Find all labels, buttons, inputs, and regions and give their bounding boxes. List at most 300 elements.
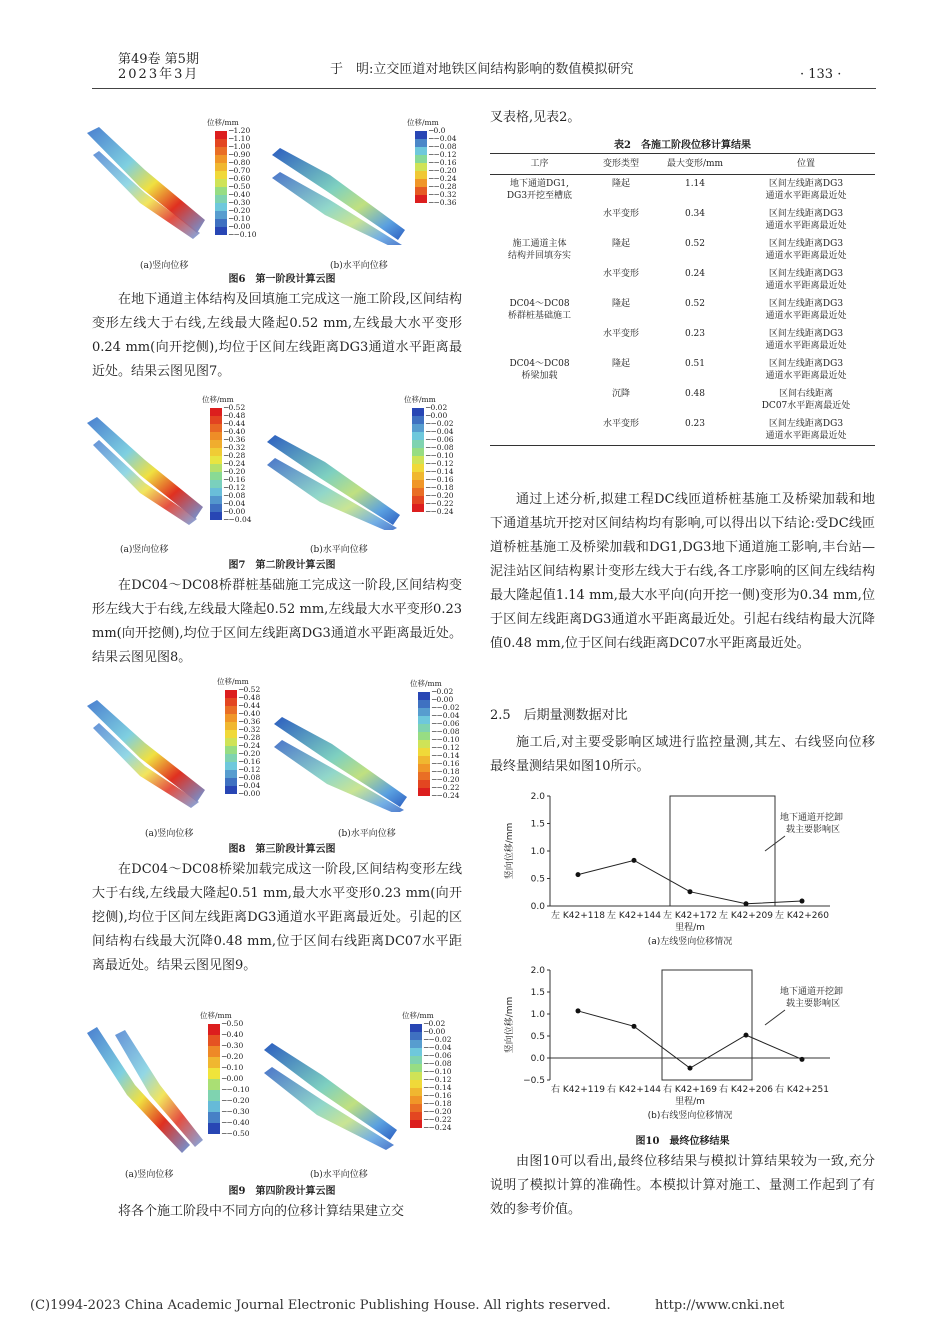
scale-swatch	[415, 131, 427, 139]
scale-label: ─0.08	[224, 491, 246, 500]
scale-label: ─−0.08	[429, 142, 457, 151]
scale-label: ─0.02	[432, 687, 454, 696]
scale-swatch	[412, 496, 424, 504]
table-cell: 0.24	[684, 269, 706, 279]
color-swatches	[225, 690, 237, 794]
table-cell	[490, 265, 589, 295]
scale-label: ─−0.16	[424, 1091, 452, 1100]
scale-label: ─−0.06	[426, 435, 454, 444]
fig9-subcap-a: (a)竖向位移	[125, 1170, 174, 1180]
scale-swatch	[225, 714, 237, 722]
scale-label: ─−0.10	[424, 1067, 452, 1076]
scale-label: ─−0.16	[429, 158, 457, 167]
table-cell: 隆起	[611, 359, 630, 369]
scale-swatch	[210, 416, 222, 424]
paragraph: 在地下通道主体结构及回填施工完成这一施工阶段,区间结构变形左线大于右线,左线最大隆起0.52 mm,左线最大水平变形0.24 mm(向开挖侧),均位于区间左线距离DG3通道水平距离最近处。结果云图见图7。	[92, 292, 462, 379]
table2	[490, 153, 875, 446]
cnki-url[interactable]: http://www.cnki.net	[655, 1298, 785, 1313]
x-tick-label: 左 K42+260	[775, 911, 829, 921]
scale-title: 位移/mm	[202, 395, 234, 404]
right-paragraph-final	[490, 1150, 875, 1222]
scale-swatch	[225, 786, 237, 794]
y-tick-label: 0.0	[530, 1054, 545, 1064]
scale-swatch	[210, 440, 222, 448]
y-tick-label: 0.0	[530, 902, 545, 912]
scale-label: ─0.60	[229, 174, 251, 183]
table-cell: DC04～DC08 桥梁加载	[509, 359, 570, 381]
fig7-horizontal-contour	[265, 420, 405, 530]
scale-swatch	[410, 1072, 422, 1080]
scale-label: ─−0.04	[424, 1043, 452, 1052]
scale-labels	[229, 127, 257, 239]
fig8-scale-a	[217, 677, 261, 798]
scale-swatch	[210, 496, 222, 504]
series-line	[578, 1011, 802, 1068]
scale-label: ─0.00	[222, 1074, 244, 1083]
scale-label: ─0.00	[424, 1027, 446, 1036]
scale-swatch	[208, 1046, 220, 1057]
scale-label: ─1.00	[229, 142, 251, 151]
table-header: 位置	[796, 159, 815, 169]
scale-label: ─−0.04	[432, 711, 460, 720]
scale-swatch	[418, 724, 430, 732]
scale-label: ─−0.10	[229, 230, 257, 239]
table-cell: 区间左线距离DG3 通道水平距离最近处	[765, 359, 847, 381]
scale-swatch	[208, 1123, 220, 1134]
table-row	[490, 385, 875, 415]
scale-swatch	[208, 1035, 220, 1046]
table-cell: 0.52	[684, 299, 706, 309]
table-cell: 0.23	[684, 419, 706, 429]
paragraph: 叉表格,见表2。	[490, 110, 581, 125]
scale-swatch	[410, 1032, 422, 1040]
fig9-caption: 图9 第四阶段计算云图	[228, 1186, 336, 1197]
scale-swatch	[412, 408, 424, 416]
scale-swatch	[412, 480, 424, 488]
scale-label: ─−0.12	[426, 459, 454, 468]
scale-swatch	[225, 746, 237, 754]
scale-swatch	[412, 432, 424, 440]
scale-swatch	[412, 488, 424, 496]
scale-swatch	[210, 424, 222, 432]
table-cell: 区间左线距离DG3 通道水平距离最近处	[765, 269, 847, 291]
scale-label: ─−0.30	[222, 1107, 250, 1116]
scale-label: ─1.20	[229, 126, 251, 135]
table-row	[490, 415, 875, 446]
scale-swatch	[215, 219, 227, 227]
fig7-subcap-b: (b)水平向位移	[310, 545, 368, 555]
scale-label: ─0.00	[224, 507, 246, 516]
scale-label: ─0.00	[229, 222, 251, 231]
scale-swatch	[215, 179, 227, 187]
x-tick-label: 左 K42+172	[663, 911, 717, 921]
y-axis-label: 竖向位移/mm	[505, 822, 515, 880]
table-cell: 水平变形	[602, 419, 639, 429]
table-header-row	[490, 154, 875, 175]
scale-label: ─−0.22	[426, 499, 454, 508]
fig6-vertical-contour	[85, 125, 210, 240]
table-cell: DC04～DC08 桥群桩基础施工	[507, 299, 571, 321]
scale-label: ─0.30	[229, 198, 251, 207]
scale-label: ─−0.20	[426, 491, 454, 500]
scale-label: ─−0.24	[426, 507, 454, 516]
left-paragraph-1	[92, 288, 462, 384]
color-swatches	[208, 1024, 220, 1134]
scale-swatch	[210, 504, 222, 512]
chart-subtitle: (a)左线竖向位移情况	[647, 937, 733, 947]
scale-swatch	[415, 139, 427, 147]
scale-swatch	[210, 408, 222, 416]
scale-swatch	[215, 147, 227, 155]
scale-label: ─−0.04	[224, 515, 252, 524]
table-row	[490, 325, 875, 355]
scale-swatch	[410, 1096, 422, 1104]
table-cell: 地下通道DG1, DG3开挖至槽底	[506, 179, 573, 201]
table-cell: 1.14	[684, 179, 706, 189]
fig9-scale-b	[402, 1011, 452, 1132]
scale-swatch	[210, 448, 222, 456]
scale-swatch	[418, 716, 430, 724]
fig10a-chart	[490, 786, 875, 956]
scale-labels	[429, 127, 457, 207]
scale-label: ─0.32	[224, 443, 246, 452]
scale-label: ─−0.12	[429, 150, 457, 159]
scale-swatch	[208, 1068, 220, 1079]
table-header: 变形类型	[602, 159, 639, 169]
scale-label: ─0.04	[224, 499, 246, 508]
scale-label: ─−0.20	[429, 166, 457, 175]
y-axis-label: 竖向位移/mm	[505, 996, 515, 1054]
scale-label: ─−0.10	[426, 451, 454, 460]
paragraph: 由图10可以看出,最终位移结果与模拟计算结果较为一致,充分说明了模拟计算的准确性。本模拟计算对施工、量测工作起到了有效的参考价值。	[490, 1154, 875, 1217]
scale-swatch	[415, 147, 427, 155]
fig8-vertical-contour	[85, 698, 210, 808]
color-swatches	[418, 692, 430, 796]
scale-label: ─0.44	[239, 701, 261, 710]
scale-label: ─0.08	[239, 773, 261, 782]
scale-swatch	[410, 1112, 422, 1120]
scale-labels	[424, 1020, 452, 1132]
scale-label: ─0.12	[224, 483, 246, 492]
scale-label: ─−0.18	[426, 483, 454, 492]
color-swatches	[210, 408, 222, 520]
x-tick-label: 右 K42+144	[607, 1085, 661, 1095]
fig10b-chart	[490, 960, 875, 1130]
table-cell	[490, 325, 589, 355]
scale-label: ─0.20	[229, 206, 251, 215]
scale-swatch	[215, 211, 227, 219]
scale-title: 位移/mm	[217, 677, 249, 686]
scale-swatch	[415, 195, 427, 203]
scale-label: ─−0.16	[432, 759, 460, 768]
scale-swatch	[412, 464, 424, 472]
scale-label: ─0.80	[229, 158, 251, 167]
scale-swatch	[418, 748, 430, 756]
fig9-scale-a	[200, 1011, 250, 1138]
data-point	[576, 872, 581, 877]
scale-label: ─0.00	[432, 695, 454, 704]
scale-label: ─−0.24	[429, 174, 457, 183]
x-tick-label: 右 K42+169	[663, 1085, 717, 1095]
scale-swatch	[210, 456, 222, 464]
scale-label: ─−0.12	[424, 1075, 452, 1084]
table-cell: 水平变形	[602, 209, 639, 219]
scale-swatch	[210, 488, 222, 496]
scale-label: ─0.20	[222, 1052, 244, 1061]
right-continuation	[490, 106, 875, 130]
table-row	[490, 235, 875, 265]
scale-label: ─−0.12	[432, 743, 460, 752]
table-cell: 水平变形	[602, 269, 639, 279]
fig10-caption: 图10 最终位移结果	[635, 1136, 730, 1147]
scale-label: ─0.10	[222, 1063, 244, 1072]
fig7-subcap-a: (a)竖向位移	[120, 545, 169, 555]
scale-swatch	[418, 740, 430, 748]
scale-label: ─−0.06	[424, 1051, 452, 1060]
scale-label: ─0.00	[239, 789, 261, 798]
scale-swatch	[210, 464, 222, 472]
scale-swatch	[415, 163, 427, 171]
paragraph: 施工后,对主要受影响区域进行监控量测,其左、右线竖向位移最终量测结果如图10所示。	[490, 735, 875, 774]
scale-swatch	[208, 1057, 220, 1068]
scale-label: ─0.40	[239, 709, 261, 718]
table-cell: 0.48	[684, 389, 706, 399]
scale-label: ─−0.28	[429, 182, 457, 191]
fig8-caption: 图8 第三阶段计算云图	[228, 844, 336, 855]
scale-label: ─−0.20	[222, 1096, 250, 1105]
left-paragraph-2	[92, 574, 462, 670]
scale-label: ─0.40	[222, 1030, 244, 1039]
table-cell: 隆起	[611, 179, 630, 189]
scale-label: ─0.20	[224, 467, 246, 476]
data-point	[744, 1033, 749, 1038]
scale-label: ─0.90	[229, 150, 251, 159]
data-point	[632, 858, 637, 863]
scale-label: ─−0.24	[424, 1123, 452, 1132]
scale-label: ─−0.02	[426, 419, 454, 428]
table-cell	[490, 385, 589, 415]
table-cell: 区间左线距离DG3 通道水平距离最近处	[765, 419, 847, 441]
scale-swatch	[215, 155, 227, 163]
scale-swatch	[412, 416, 424, 424]
fig9-horizontal-contour	[262, 1025, 402, 1155]
fig6-scale-a	[207, 118, 257, 239]
scale-swatch	[418, 772, 430, 780]
table-row	[490, 175, 875, 206]
fig8-scale-b	[410, 679, 460, 800]
scale-swatch	[410, 1056, 422, 1064]
scale-label: ─−0.08	[426, 443, 454, 452]
scale-label: ─0.02	[426, 403, 448, 412]
scale-swatch	[412, 424, 424, 432]
table-cell: 区间左线距离DG3 通道水平距离最近处	[765, 299, 847, 321]
scale-swatch	[208, 1090, 220, 1101]
scale-swatch	[410, 1064, 422, 1072]
scale-swatch	[215, 203, 227, 211]
scale-label: ─0.40	[229, 190, 251, 199]
data-point	[688, 889, 693, 894]
scale-label: ─−0.14	[426, 467, 454, 476]
scale-label: ─0.28	[239, 733, 261, 742]
scale-swatch	[418, 708, 430, 716]
annotation-line-2: 载主要影响区	[786, 999, 841, 1009]
scale-label: ─0.24	[224, 459, 246, 468]
table-row	[490, 265, 875, 295]
table-row	[490, 355, 875, 385]
table-cell	[490, 205, 589, 235]
scale-swatch	[225, 698, 237, 706]
scale-swatch	[215, 131, 227, 139]
x-tick-label: 左 K42+144	[607, 911, 661, 921]
x-tick-label: 右 K42+119	[551, 1085, 605, 1095]
table-cell: 0.23	[684, 329, 706, 339]
scale-label: ─0.52	[239, 685, 261, 694]
scale-title: 位移/mm	[200, 1011, 232, 1020]
annotation-leader	[765, 1010, 785, 1025]
table-header: 工序	[530, 159, 549, 169]
scale-swatch	[410, 1104, 422, 1112]
table-cell: 0.51	[684, 359, 706, 369]
scale-label: ─0.32	[239, 725, 261, 734]
scale-label: ─−0.02	[424, 1035, 452, 1044]
paragraph: 在DC04～DC08桥群桩基础施工完成这一阶段,区间结构变形左线大于右线,左线最大隆起0.52 mm,左线最大水平变形0.23 mm(向开挖侧),均位于区间左线距离DG3通道水平距离最近处。结果云图见图8。	[92, 578, 462, 665]
scale-swatch	[415, 179, 427, 187]
scale-swatch	[410, 1080, 422, 1088]
annotation-line-1: 地下通道开挖卸	[780, 813, 844, 823]
table-cell: 隆起	[611, 239, 630, 249]
scale-title: 位移/mm	[402, 1011, 434, 1020]
scale-labels	[239, 686, 260, 798]
scale-swatch	[225, 778, 237, 786]
scale-title: 位移/mm	[407, 118, 439, 127]
table-cell: 区间左线距离DG3 通道水平距离最近处	[765, 209, 847, 231]
annotation-line-1: 地下通道开挖卸	[780, 987, 844, 997]
table-body	[490, 175, 875, 446]
paragraph: 在DC04～DC08桥梁加载完成这一阶段,区间结构变形左线大于右线,左线最大隆起0.51 mm,最大水平变形0.23 mm(向开挖侧),均位于区间左线距离DG3通道水平距离最近处。引起的区间结构右线最大沉降0.48 mm,位于区间右线距离DC07水平距离最近处。结果云图见图9。	[92, 862, 462, 973]
scale-swatch	[412, 440, 424, 448]
y-tick-label: −0.5	[523, 1076, 545, 1086]
scale-label: ─0.30	[222, 1041, 244, 1050]
scale-title: 位移/mm	[404, 395, 436, 404]
table-cell: 0.52	[684, 239, 706, 249]
table-cell: 水平变形	[602, 329, 639, 339]
scale-label: ─0.20	[239, 749, 261, 758]
scale-swatch	[412, 456, 424, 464]
running-title: 于 明:立交匝道对地铁区间结构影响的数值模拟研究	[330, 62, 634, 77]
x-tick-label: 右 K42+251	[775, 1085, 829, 1095]
paragraph: 通过上述分析,拟建工程DC线匝道桥桩基施工及桥梁加载和地下通道基坑开挖对区间结构均有影响,可以得出以下结论:受DC线匝道桥桩基施工及桥梁加载和DG1,DG3地下通道施工影响,丰台站—泥洼站区间结构累计变形左线大于右线,各工序影响的区间左线结构最大隆起值1.14 mm,最大水平向(向开挖一侧)变形为0.34 mm,位于区间左线距离DG3通道水平距离最近处。引起右线结构最大沉降值0.48 mm,位于区间右线距离DC07水平距离最近处。	[490, 492, 875, 651]
y-tick-label: 0.5	[530, 874, 545, 885]
table-cell: 区间左线距离DG3 通道水平距离最近处	[765, 329, 847, 351]
series-line	[578, 860, 802, 903]
scale-swatch	[412, 472, 424, 480]
fig8-subcap-b: (b)水平向位移	[338, 829, 396, 839]
scale-swatch	[208, 1079, 220, 1090]
scale-swatch	[418, 756, 430, 764]
scale-swatch	[215, 187, 227, 195]
scale-label: ─−0.10	[432, 735, 460, 744]
scale-label: ─−0.22	[432, 783, 460, 792]
scale-label: ─0.28	[224, 451, 246, 460]
scale-swatch	[418, 780, 430, 788]
header-rule	[92, 88, 876, 89]
scale-swatch	[215, 171, 227, 179]
y-tick-label: 1.5	[530, 988, 545, 998]
scale-swatch	[410, 1048, 422, 1056]
x-tick-label: 右 K42+206	[719, 1085, 773, 1095]
x-tick-label: 左 K42+209	[719, 911, 773, 921]
scale-label: ─0.24	[239, 741, 261, 750]
scale-label: ─0.00	[426, 411, 448, 420]
scale-swatch	[412, 448, 424, 456]
fig6-subcap-b: (b)水平向位移	[330, 261, 388, 271]
scale-swatch	[410, 1088, 422, 1096]
scale-swatch	[210, 480, 222, 488]
scale-label: ─−0.20	[424, 1107, 452, 1116]
scale-swatch	[225, 690, 237, 698]
scale-swatch	[215, 227, 227, 235]
fig7-scale-a	[202, 395, 252, 524]
scale-swatch	[412, 504, 424, 512]
scale-swatch	[225, 770, 237, 778]
fig6-scale-b	[407, 118, 457, 207]
scale-labels	[432, 688, 460, 800]
data-point	[800, 899, 805, 904]
scale-swatch	[225, 738, 237, 746]
table-header: 最大变形/mm	[666, 159, 724, 169]
scale-labels	[426, 404, 454, 516]
color-swatches	[215, 131, 227, 235]
scale-swatch	[225, 706, 237, 714]
scale-label: ─0.36	[239, 717, 261, 726]
scale-label: ─0.02	[424, 1019, 446, 1028]
fig6-horizontal-contour	[270, 130, 410, 245]
data-point	[744, 901, 749, 906]
color-swatches	[412, 408, 424, 512]
y-tick-label: 0.5	[530, 1032, 545, 1042]
scale-label: ─0.16	[239, 757, 261, 766]
scale-swatch	[225, 754, 237, 762]
scale-label: ─−0.08	[432, 727, 460, 736]
scale-label: ─0.50	[222, 1019, 244, 1028]
annotation-line-2: 载主要影响区	[786, 825, 841, 835]
scale-label: ─−0.50	[222, 1129, 250, 1138]
data-point	[800, 1057, 805, 1062]
fig8-subcap-a: (a)竖向位移	[145, 829, 194, 839]
scale-title: 位移/mm	[207, 118, 239, 127]
scale-label: ─0.04	[239, 781, 261, 790]
scale-label: ─−0.40	[222, 1118, 250, 1127]
scale-label: ─−0.02	[432, 703, 460, 712]
table-cell: 施工通道主体 结构并回填夯实	[507, 239, 571, 261]
scale-swatch	[418, 788, 430, 796]
scale-label: ─0.48	[239, 693, 261, 702]
scale-title: 位移/mm	[410, 679, 442, 688]
scale-swatch	[418, 700, 430, 708]
scale-swatch	[410, 1024, 422, 1032]
table-cell: 0.34	[684, 209, 706, 219]
scale-swatch	[415, 171, 427, 179]
fig7-scale-b	[404, 395, 454, 516]
scale-label: ─−0.20	[432, 775, 460, 784]
table-cell: 区间左线距离DG3 通道水平距离最近处	[765, 179, 847, 201]
scale-label: ─0.40	[224, 427, 246, 436]
table-cell: 区间右线距离 DC07水平距离最近处	[761, 389, 851, 411]
scale-label: ─−0.14	[432, 751, 460, 760]
scale-label: ─0.12	[239, 765, 261, 774]
scale-swatch	[210, 512, 222, 520]
scale-label: ─0.48	[224, 411, 246, 420]
